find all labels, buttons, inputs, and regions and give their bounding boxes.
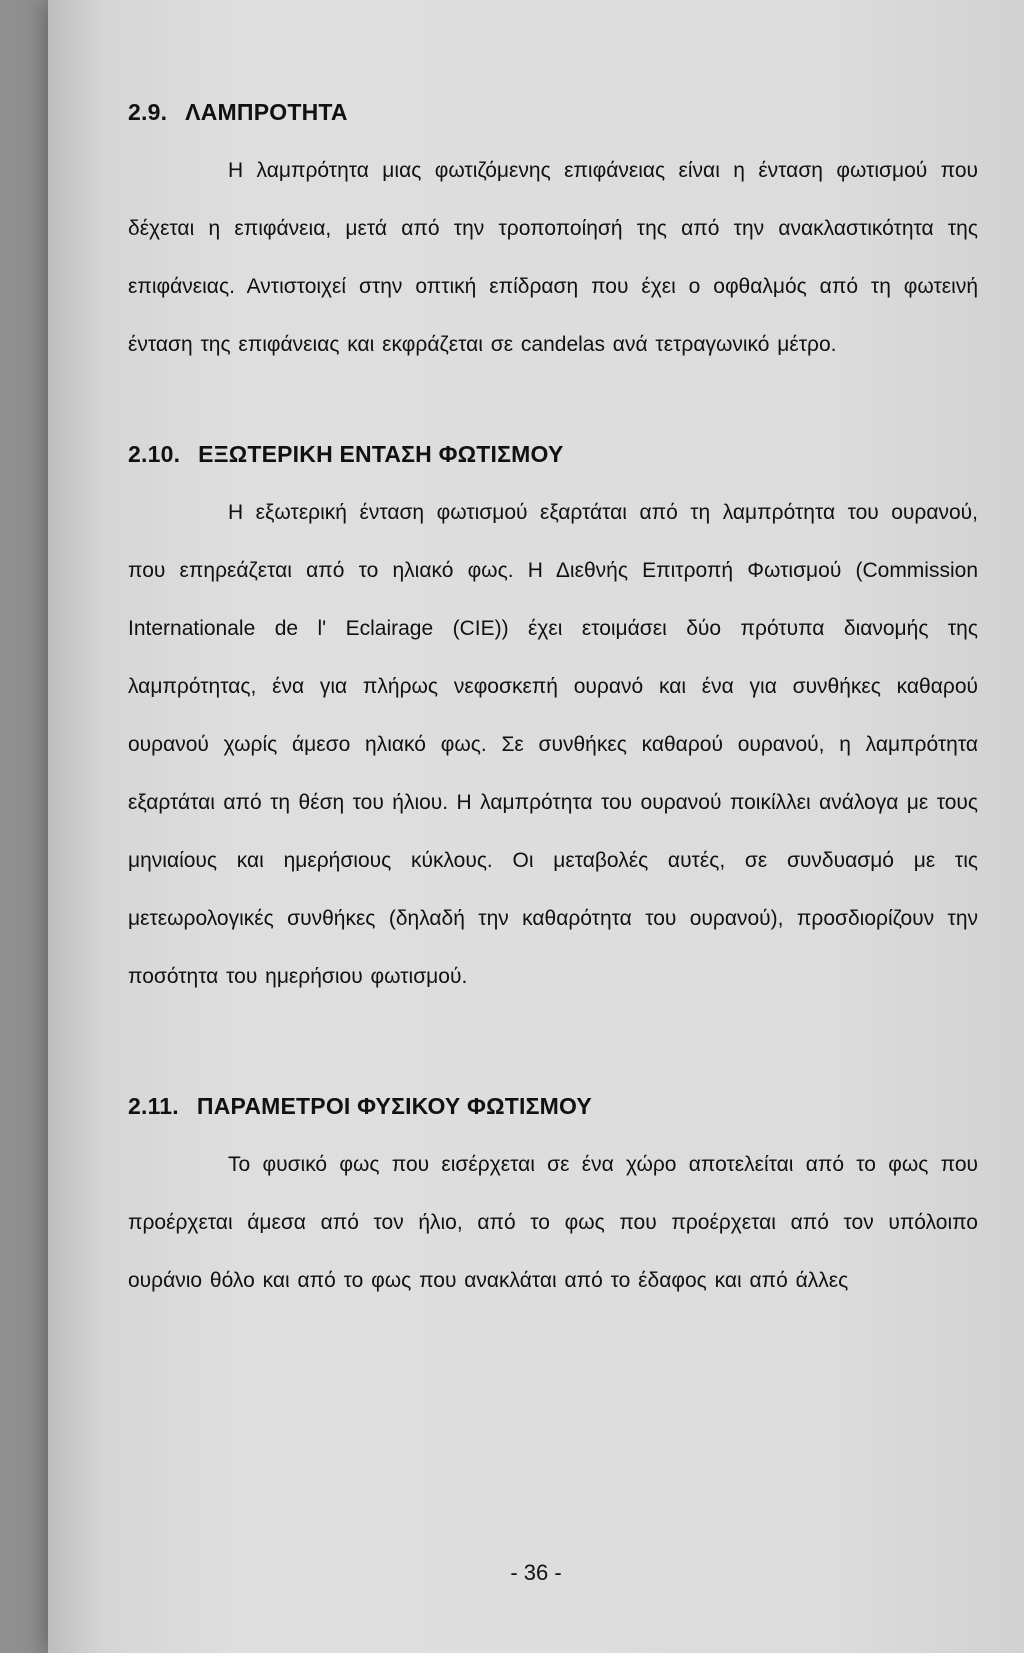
section-number: 2.11. xyxy=(128,1093,179,1119)
section-2-10 xyxy=(128,434,978,1006)
section-title: ΕΞΩΤΕΡΙΚΗ ΕΝΤΑΣΗ ΦΩΤΙΣΜΟΥ xyxy=(198,441,564,467)
page-content xyxy=(128,92,978,1310)
document-page xyxy=(48,0,1024,1653)
section-title: ΠΑΡΑΜΕΤΡΟΙ ΦΥΣΙΚΟΥ ΦΩΤΙΣΜΟΥ xyxy=(196,1093,592,1119)
section-paragraph: Το φυσικό φως που εισέρχεται σε ένα χώρο αποτελείται από το φως που προέρχεται άμεσα από τον ήλιο, από το φως που προέρχεται από τον υπόλοιπο ουράνιο θόλο και από το φως που ανακλάται από το έδαφος και από άλλες xyxy=(128,1153,978,1292)
section-heading xyxy=(128,92,978,132)
section-title: ΛΑΜΠΡΟΤΗΤΑ xyxy=(185,99,348,125)
page-number: - 36 - xyxy=(510,1560,562,1585)
section-number: 2.10. xyxy=(128,441,181,467)
section-heading xyxy=(128,1086,978,1126)
section-number: 2.9. xyxy=(128,99,168,125)
section-2-9 xyxy=(128,92,978,374)
section-paragraph: Η εξωτερική ένταση φωτισμού εξαρτάται από τη λαμπρότητα του ουρανού, που επηρεάζεται από το ηλιακό φως. Η Διεθνής Επιτροπή Φωτισμού (Commission Internationale de l' Eclairage (CIE)) έχει ετοιμάσει δύο πρότυπα διανομής της λαμπρότητας, ένα για πλήρως νεφοσκεπή ουρανό και ένα για συνθήκες καθαρού ουρανού χωρίς άμεσο ηλιακό φως. Σε συνθήκες καθαρού ουρανού, η λαμπρότητα εξαρτάται από τη θέση του ήλιου. Η λαμπρότητα του ουρανού ποικίλλει ανάλογα με τους μηνιαίους και ημερήσιους κύκλους. Οι μεταβολές αυτές, σε συνδυασμό με τις μετεωρολογικές συνθήκες (δηλαδή την καθαρότητα του ουρανού), προσδιορίζουν την ποσότητα του ημερήσιου φωτισμού. xyxy=(128,501,978,988)
section-heading xyxy=(128,434,978,474)
section-paragraph: Η λαμπρότητα μιας φωτιζόμενης επιφάνειας είναι η ένταση φωτισμού που δέχεται η επιφάνεια, μετά από την τροποποίησή της από την ανακλαστικότητα της επιφάνειας. Αντιστοιχεί στην οπτική επίδραση που έχει ο οφθαλμός από τη φωτεινή ένταση της επιφάνειας και εκφράζεται σε candelas ανά τετραγωνικό μέτρο. xyxy=(128,159,978,356)
section-2-11 xyxy=(128,1086,978,1310)
